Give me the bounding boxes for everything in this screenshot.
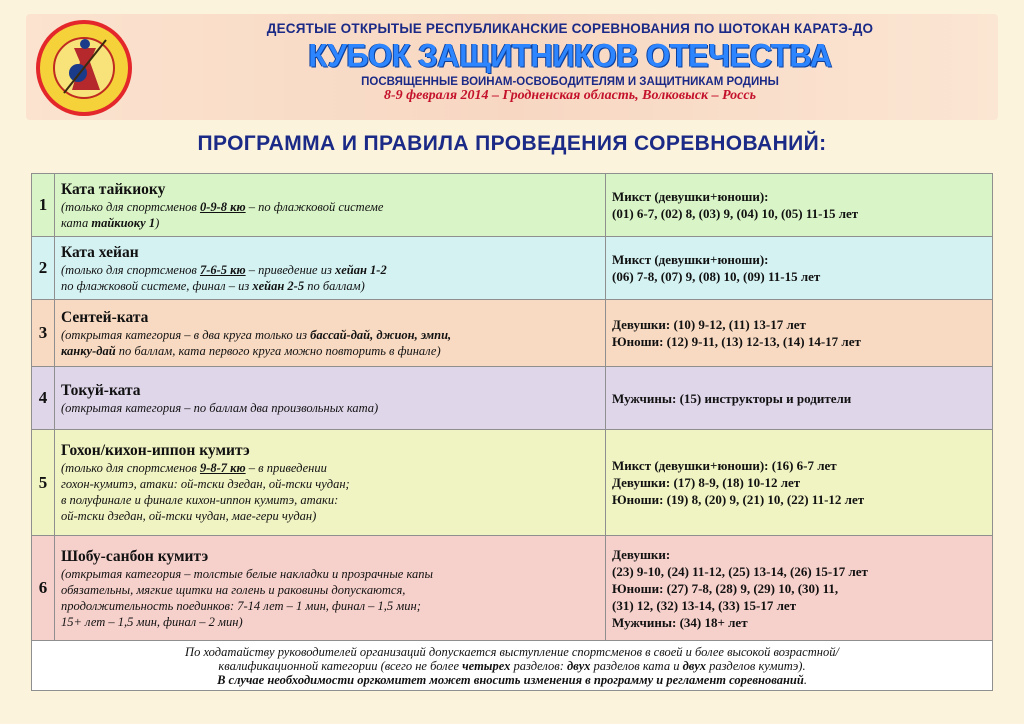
category-line: Девушки: (17) 8-9, (18) 10-12 лет bbox=[612, 475, 801, 490]
event-note: (только для спортсменов 7-6-5 кю – приведение из хейан 1-2 bbox=[61, 262, 387, 277]
event-description bbox=[55, 300, 606, 367]
category-line: Микст (девушки+юноши): bbox=[612, 189, 769, 204]
category-line: (01) 6-7, (02) 8, (03) 9, (04) 10, (05) 11-15 лет bbox=[612, 206, 859, 221]
footer-note bbox=[32, 641, 993, 691]
event-categories bbox=[606, 430, 993, 536]
event-note: гохон-кумитэ, атаки: ой-тски дзедан, ой-тски чудан; bbox=[61, 477, 350, 491]
category-line: (23) 9-10, (24) 11-12, (25) 13-14, (26) 15-17 лет bbox=[612, 563, 868, 579]
event-description bbox=[55, 174, 606, 237]
event-note: по флажковой системе, финал – из хейан 2-5 по баллам) bbox=[61, 278, 365, 293]
category-line: Юноши: (12) 9-11, (13) 12-13, (14) 14-17 лет bbox=[612, 334, 861, 349]
event-categories bbox=[606, 237, 993, 300]
footer-line: квалификационной категории (всего не более четырех разделов: двух разделов ката и двух разделов кумитэ). bbox=[218, 658, 806, 673]
cup-title: КУБОК ЗАЩИТНИКОВ ОТЕЧЕСТВА bbox=[308, 37, 832, 74]
event-note: (только для спортсменов 9-8-7 кю – в приведении bbox=[61, 461, 327, 475]
event-categories bbox=[606, 174, 993, 237]
footer-row bbox=[32, 641, 993, 691]
table-row bbox=[32, 174, 993, 237]
program-table bbox=[31, 173, 993, 691]
category-line: Юноши: (19) 8, (20) 9, (21) 10, (22) 11-12 лет bbox=[612, 492, 865, 507]
event-name: Сентей-ката bbox=[61, 308, 149, 326]
category-line: Микст (девушки+юноши): (16) 6-7 лет bbox=[612, 458, 837, 473]
event-note: (открытая категория – толстые белые накладки и прозрачные капы bbox=[61, 566, 433, 581]
page-title: ПРОГРАММА И ПРАВИЛА ПРОВЕДЕНИЯ СОРЕВНОВАНИЙ: bbox=[197, 132, 827, 155]
table-row bbox=[32, 300, 993, 367]
event-note: ой-тски дзедан, ой-тски чудан, мае-гери чудан) bbox=[61, 509, 317, 523]
event-categories bbox=[606, 536, 993, 641]
category-line: (06) 7-8, (07) 9, (08) 10, (09) 11-15 лет bbox=[612, 269, 821, 284]
footer-line: По ходатайству руководителей организаций допускается выступление спортсменов в своей и более высокой возрастной/ bbox=[185, 644, 839, 659]
row-number: 4 bbox=[32, 367, 55, 430]
row-number: 1 bbox=[32, 174, 55, 237]
footer-line: В случае необходимости оргкомитет может вносить изменения в программу и регламент соревнований. bbox=[217, 672, 807, 687]
event-note: 15+ лет – 1,5 мин, финал – 2 мин) bbox=[61, 614, 243, 629]
event-note: канку-дай по баллам, ката первого круга можно повторить в финале) bbox=[61, 343, 441, 358]
header-dedication: ПОСВЯЩЕННЫЕ ВОИНАМ-ОСВОБОДИТЕЛЯМ И ЗАЩИТНИКАМ РОДИНЫ bbox=[361, 76, 779, 88]
event-name: Шобу-санбон кумитэ bbox=[61, 547, 209, 565]
event-categories bbox=[606, 300, 993, 367]
category-line: Девушки: bbox=[612, 546, 671, 562]
event-description bbox=[55, 430, 606, 536]
event-name: Токуй-ката bbox=[61, 381, 141, 399]
table-row bbox=[32, 237, 993, 300]
event-note: (открытая категория – в два круга только из бассай-дай, джион, эмпи, bbox=[61, 327, 452, 342]
event-note: продолжительность поединков: 7-14 лет – 1 мин, финал – 1,5 мин; bbox=[61, 598, 421, 613]
row-number: 6 bbox=[32, 536, 55, 641]
event-name: Гохон/кихон-иппон кумитэ bbox=[61, 442, 250, 459]
event-description bbox=[55, 237, 606, 300]
row-number: 5 bbox=[32, 430, 55, 536]
event-name: Ката хейан bbox=[61, 243, 139, 261]
table-row bbox=[32, 430, 993, 536]
category-line: Микст (девушки+юноши): bbox=[612, 252, 769, 267]
warrior-emblem-icon bbox=[34, 18, 134, 118]
table-row bbox=[32, 536, 993, 641]
category-line: Девушки: (10) 9-12, (11) 13-17 лет bbox=[612, 317, 806, 332]
event-note: обязательны, мягкие щитки на голень и раковины допускаются, bbox=[61, 582, 406, 597]
row-number: 2 bbox=[32, 237, 55, 300]
category-line: Мужчины: (34) 18+ лет bbox=[612, 614, 748, 630]
event-description bbox=[55, 367, 606, 430]
event-note: (открытая категория – по баллам два произвольных ката) bbox=[61, 400, 379, 415]
event-name: Ката тайкиоку bbox=[61, 180, 166, 198]
event-note: в полуфинале и финале кихон-иппон кумитэ, атаки: bbox=[61, 493, 339, 507]
event-note: (только для спортсменов 0-9-8 кю – по флажковой системе bbox=[61, 199, 384, 214]
category-line: (31) 12, (32) 13-14, (33) 15-17 лет bbox=[612, 597, 797, 613]
table-row bbox=[32, 367, 993, 430]
event-categories bbox=[606, 367, 993, 430]
category-line: Юноши: (27) 7-8, (28) 9, (29) 10, (30) 11, bbox=[612, 580, 839, 596]
row-number: 3 bbox=[32, 300, 55, 367]
header-line1: ДЕСЯТЫЕ ОТКРЫТЫЕ РЕСПУБЛИКАНСКИЕ СОРЕВНОВАНИЯ ПО ШОТОКАН КАРАТЭ-ДО bbox=[266, 21, 874, 36]
event-note: ката тайкиоку 1) bbox=[61, 215, 160, 230]
event-date-place: 8-9 февраля 2014 – Гродненская область, Волковыск – Россь bbox=[383, 88, 757, 103]
header bbox=[150, 18, 990, 104]
category-line: Мужчины: (15) инструкторы и родители bbox=[612, 390, 852, 406]
event-description bbox=[55, 536, 606, 641]
